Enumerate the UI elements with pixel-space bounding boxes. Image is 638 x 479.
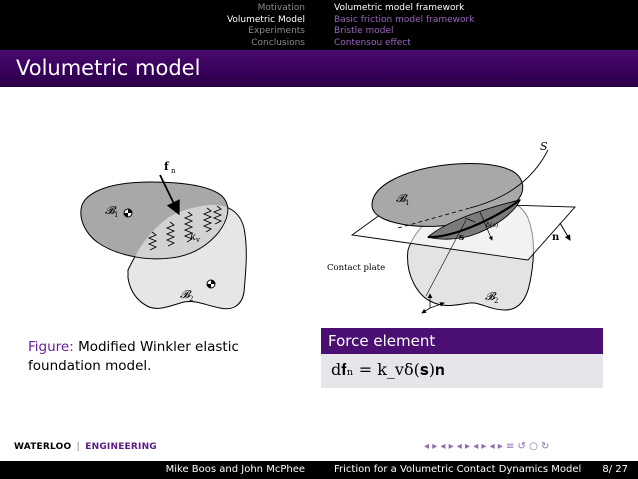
label-delta: δ(s) [486,221,499,229]
logo-separator: | [76,442,80,452]
label-fn-sub: n [171,167,176,175]
nav-subsection-bristle-model[interactable]: Bristle model [334,26,394,36]
label-b1-left-sub: 1 [114,211,119,219]
center-of-mass-b1-icon [124,209,132,217]
label-b1-right: 𝓑 [396,192,406,205]
subsection-nav [334,3,474,49]
label-kv: k [190,232,197,243]
waterloo-engineering-logo [14,442,157,452]
force-element-block-body [321,354,603,388]
slide-title: Volumetric model [16,56,201,80]
label-S: S [540,140,548,153]
normal-arrow [560,223,570,240]
label-b2-left: 𝓑 [180,288,190,301]
footer-bar [0,461,638,479]
caption-text: Modified Winkler elastic foundation model. [28,339,239,374]
figure-caption [28,338,288,376]
label-n: n [552,232,560,243]
force-element-title: Force element [328,332,436,350]
label-b2-right-sub: 2 [494,297,499,305]
contact-plate-diagram [327,140,575,313]
nav-subsection-contensou[interactable]: Contensou effect [334,37,411,48]
caption-label: Figure: [28,339,74,355]
nav-subsection-volumetric-framework[interactable]: Volumetric model framework [334,3,465,13]
label-s: s [459,233,465,243]
footer-authors: Mike Boos and John McPhee [165,464,305,475]
nav-section-experiments[interactable]: Experiments [248,26,305,36]
label-b1-left: 𝓑 [105,204,115,217]
nav-section-conclusions[interactable]: Conclusions [251,37,305,48]
top-navigation-bar [0,0,638,50]
section-nav [227,3,305,49]
center-of-mass-b2-icon [207,280,215,288]
winkler-foundation-diagram [81,160,246,309]
force-element-equation: d𝐟ₙ = k_vδ(𝐬)𝐧 [331,360,445,379]
nav-section-volumetric-model[interactable]: Volumetric Model [226,14,305,25]
label-b1-right-sub: 1 [405,199,410,207]
logo-engineering: ENGINEERING [85,442,157,452]
label-kv-sub: v [196,236,200,244]
label-b2-left-sub: 2 [189,295,194,303]
label-contact-plate: Contact plate [327,263,386,273]
label-b2-right: 𝓑 [485,290,495,303]
logo-waterloo: WATERLOO [14,442,72,452]
nav-section-motivation[interactable]: Motivation [257,3,305,13]
label-fn: f [164,160,169,173]
nav-subsection-basic-friction[interactable]: Basic friction model framework [334,14,475,25]
force-element-block-header [321,328,603,354]
slide-title-bar [0,50,638,87]
footer-page-number: 8/ 27 [602,464,628,475]
footer-talk-title: Friction for a Volumetric Contact Dynamics Model [334,464,582,475]
figure-area [0,88,638,320]
beamer-navigation-icons[interactable]: ◂ ▸ ◂ ▸ ◂ ▸ ◂ ▸ ◂ ▸ ≡ ↺ ○ ↻ [424,441,550,452]
